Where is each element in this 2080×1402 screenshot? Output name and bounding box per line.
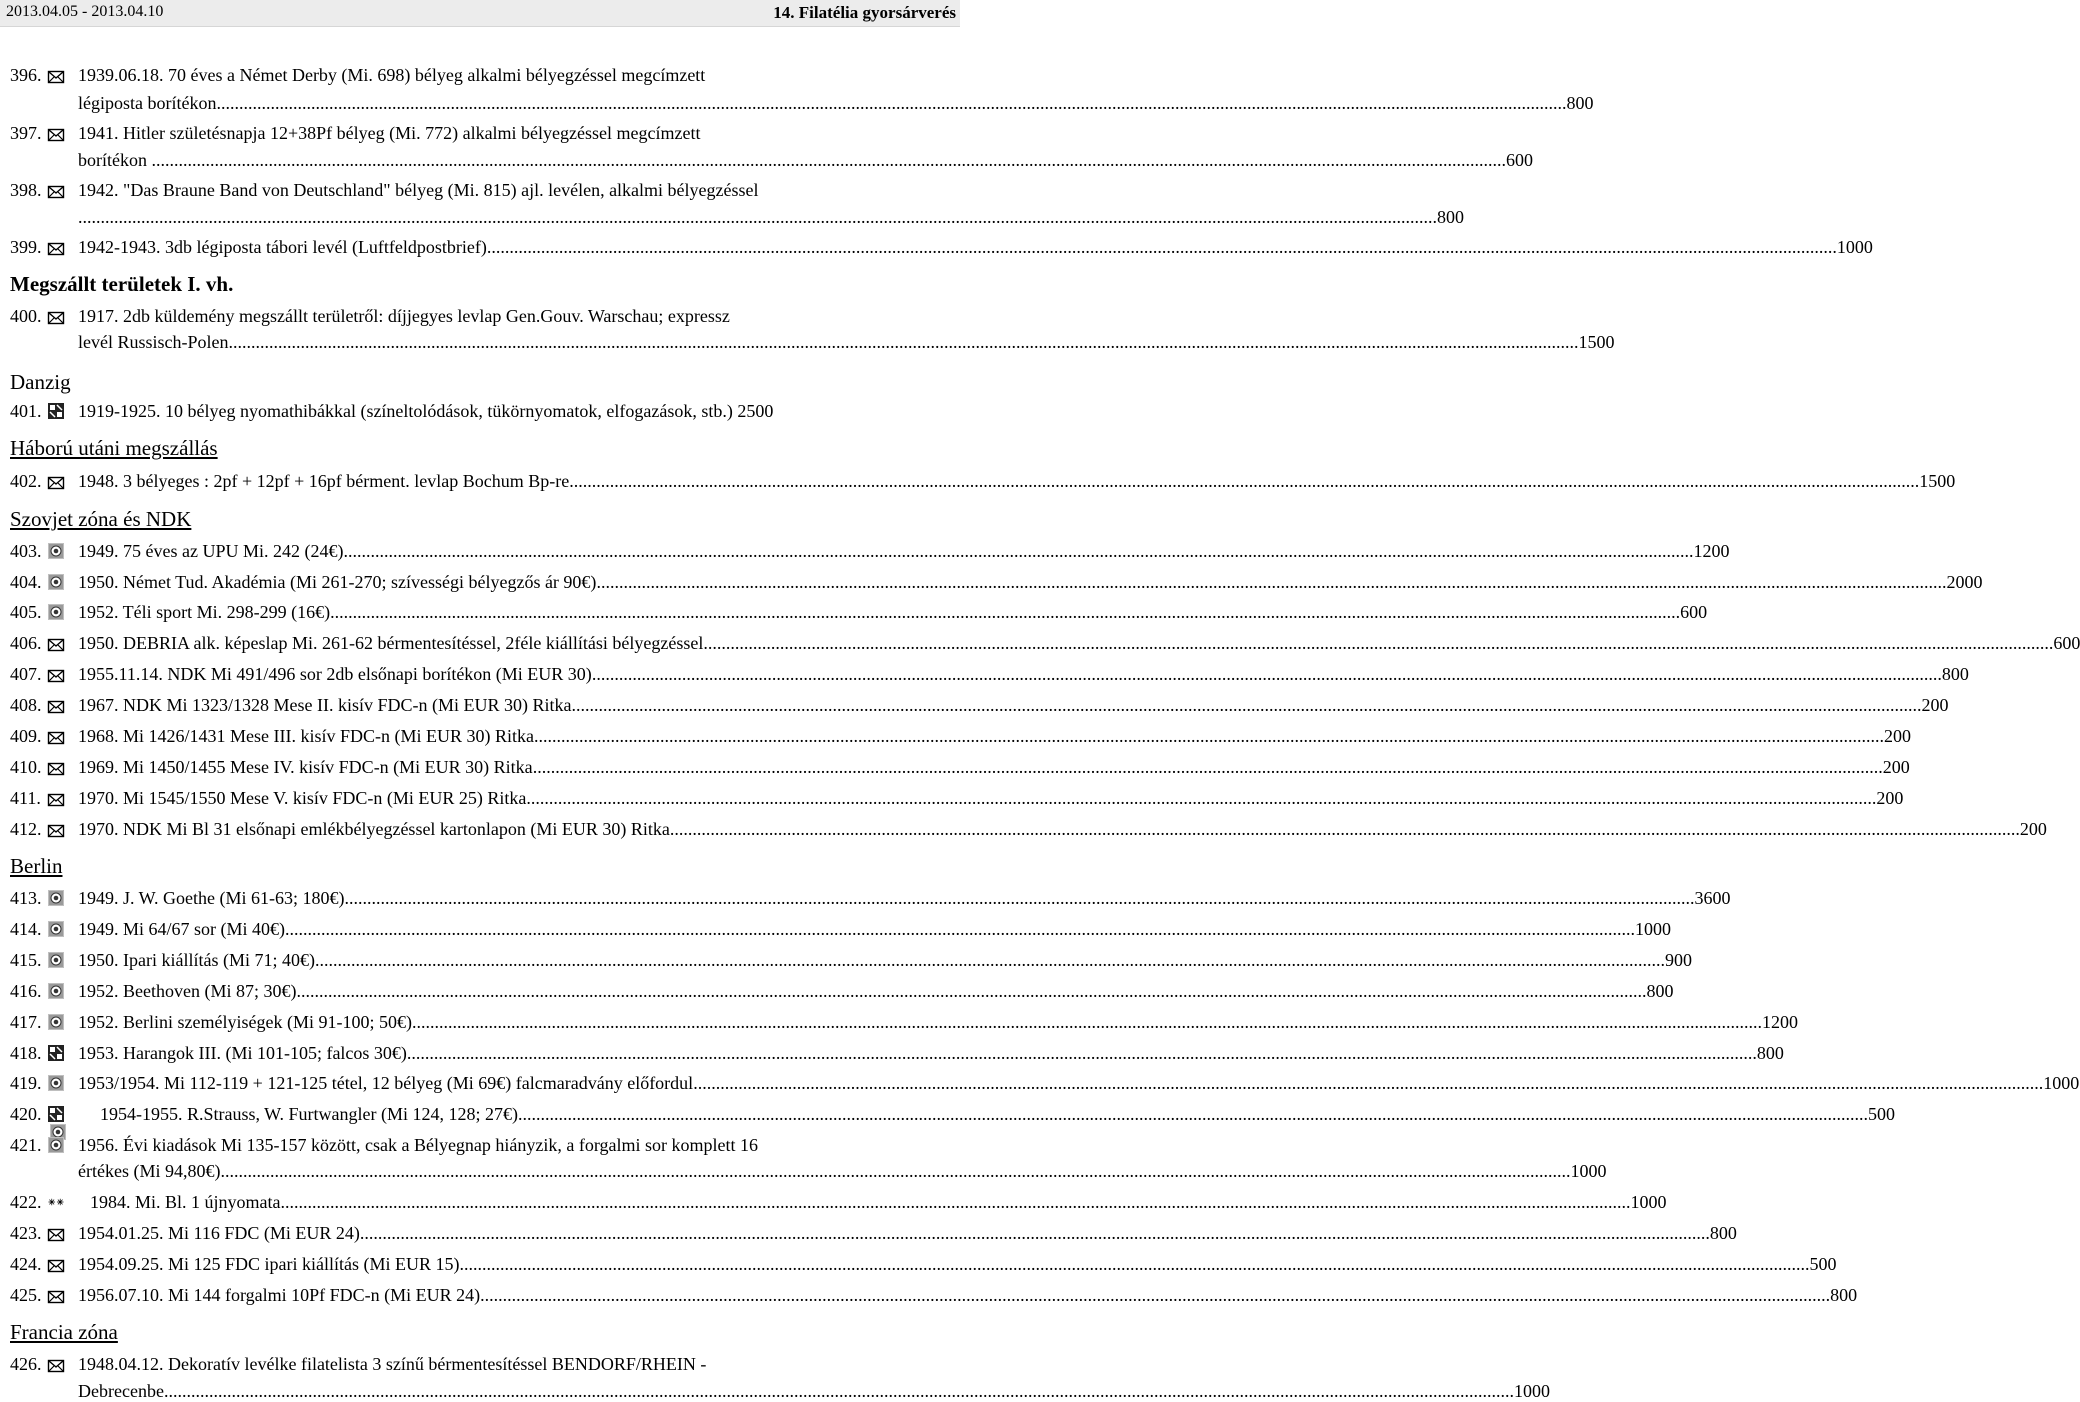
lot-description: 1969. Mi 1450/1455 Mese IV. kisív FDC-n (Mi EUR 30) Ritka (78, 757, 533, 777)
lot-description: légiposta borítékon (78, 93, 217, 113)
envelope-icon (44, 635, 64, 653)
dot-leader: ............................................................................................................................................................................................................................................................................................................ (314, 950, 1665, 970)
lot-price: 500 (1868, 1104, 1895, 1124)
lot-price: 800 (1437, 207, 1464, 227)
dot-leader: ............................................................................................................................................................................................................................................................................................................ (156, 150, 1506, 170)
section-heading (10, 854, 63, 878)
lot-number: 396. (10, 65, 42, 85)
dot-leader: ............................................................................................................................................................................................................................................................................................................ (411, 1012, 1762, 1032)
lot-number: 422. (10, 1192, 42, 1212)
lot-description: 1955.11.14. NDK Mi 491/496 sor 2db elsőnapi borítékon (Mi EUR 30) (78, 664, 592, 684)
lot-description: 1950. Ipari kiállítás (Mi 71; 40€) (78, 950, 315, 970)
lot-description: 1939.06.18. 70 éves a Német Derby (Mi. 698) bélyeg alkalmi bélyegzéssel megcímzett (78, 65, 706, 85)
lot-price: 800 (1941, 664, 1969, 684)
lot-price: 200 (1876, 788, 1904, 808)
lot-line-with-price (78, 470, 1956, 492)
dot-leader: ............................................................................................................................................................................................................................................................................................................ (406, 1043, 1757, 1063)
lot-line-with-price (78, 236, 1873, 258)
lot-description: 1954.09.25. Mi 125 FDC ipari kiállítás (Mi EUR 15) (78, 1254, 460, 1274)
lot-number: 423. (10, 1223, 42, 1243)
used-stamp-icon (44, 543, 64, 561)
auction-title: 14. Filatélia gyorsárverés (773, 3, 956, 22)
lot-description: 1984. Mi. Bl. 1 újnyomata (90, 1192, 281, 1212)
lot-description: 1941. Hitler születésnapja 12+38Pf bélyeg (Mi. 772) alkalmi bélyegzéssel megcímzett (78, 123, 701, 143)
envelope-icon (44, 67, 64, 85)
lot-description: 1952. Berlini személyiségek (Mi 91-100; 50€) (78, 1012, 412, 1032)
lot-line-with-price (78, 663, 1969, 685)
lot-price: 800 (1709, 1223, 1737, 1243)
lot-number: 407. (10, 664, 42, 684)
lot-number: 405. (10, 602, 42, 622)
lot-number: 412. (10, 819, 42, 839)
lot-description: 1950. Német Tud. Akadémia (Mi 261-270; szívességi bélyegzős ár 90€) (78, 572, 597, 592)
lot-description: 1954.01.25. Mi 116 FDC (Mi EUR 24) (78, 1223, 360, 1243)
lot-description: 1948. 3 bélyeges : 2pf + 12pf + 16pf bérment. levlap Bochum Bp-re (78, 471, 570, 491)
lot-description: 1968. Mi 1426/1431 Mese III. kisív FDC-n (Mi EUR 30) Ritka (78, 726, 534, 746)
dot-leader: ............................................................................................................................................................................................................................................................................................................ (518, 1104, 1868, 1124)
envelope-icon (44, 125, 64, 143)
used-stamp-icon (44, 574, 64, 592)
lot-number: 408. (10, 695, 42, 715)
dot-leader: ............................................................................................................................................................................................................................................................................................................ (459, 1254, 1810, 1274)
lot-description: levél Russisch-Polen (78, 332, 229, 352)
envelope-icon (44, 308, 64, 326)
envelope-icon (44, 1256, 64, 1274)
lot-line-with-price (78, 149, 1533, 171)
lot-number: 410. (10, 757, 42, 777)
lot-description: 1967. NDK Mi 1323/1328 Mese II. kisív FDC-n (Mi EUR 30) Ritka (78, 695, 572, 715)
section-heading (10, 370, 71, 394)
dot-leader: ............................................................................................................................................................................................................................................................................................................ (87, 207, 1437, 227)
dot-leader: ............................................................................................................................................................................................................................................................................................................ (343, 541, 1694, 561)
lot-line-with-price (78, 1011, 1798, 1033)
envelope-icon (44, 1225, 64, 1243)
lot-description: 1956. Évi kiadások Mi 135-157 között, csak a Bélyegnap hiányzik, a forgalmi sor komplett 16 (78, 1135, 759, 1155)
lot-line-with-price (78, 632, 2080, 654)
lot-number: 421. (10, 1135, 42, 1155)
lot-number: 425. (10, 1285, 42, 1305)
lot-price: 800 (1830, 1285, 1858, 1305)
lot-price: 500 (1809, 1254, 1837, 1274)
lot-line-with-price (90, 1191, 1667, 1213)
envelope-icon (44, 473, 64, 491)
lot-line-with-price (78, 331, 1615, 353)
lot-number: 403. (10, 541, 42, 561)
dot-leader: ............................................................................................................................................................................................................................................................................................................ (532, 757, 1883, 777)
lot-description: 1970. Mi 1545/1550 Mese V. kisív FDC-n (Mi EUR 25) Ritka (78, 788, 527, 808)
lot-price: 1000 (1836, 237, 1873, 257)
lot-description: 1919-1925. 10 bélyeg nyomathibákkal (színeltolódások, tükörnyomatok, elfogazások, stb.) 2500 (78, 401, 774, 421)
lot-line-with-price (78, 1253, 1837, 1275)
envelope-icon (44, 239, 64, 257)
envelope-icon (44, 728, 64, 746)
lot-line-with-price (78, 980, 1674, 1002)
envelope-icon (44, 182, 64, 200)
lot-price: 200 (1921, 695, 1949, 715)
lot-number: 424. (10, 1254, 42, 1274)
lot-price: 600 (1680, 602, 1708, 622)
used-stamp-icon (44, 983, 64, 1001)
dot-leader: ............................................................................................................................................................................................................................................................................................................ (280, 1192, 1631, 1212)
lot-number: 399. (10, 237, 42, 257)
lot-line-with-price (78, 787, 1904, 809)
section-title: Megszállt területek I. vh. (10, 272, 234, 296)
lot-line-with-price (78, 918, 1671, 940)
lot-description: 1949. J. W. Goethe (Mi 61-63; 180€) (78, 888, 345, 908)
used-stamp-icon (44, 604, 64, 622)
dot-leader: ............................................................................................................................................................................................................................................................................................................ (693, 1073, 2044, 1093)
section-heading (10, 272, 233, 296)
lot-price: 1000 (1570, 1161, 1607, 1181)
dot-leader: ............................................................................................................................................................................................................................................................................................................ (228, 332, 1579, 352)
lot-description: 1949. 75 éves az UPU Mi. 242 (24€) (78, 541, 344, 561)
lot-line (78, 64, 871, 86)
envelope-icon (44, 821, 64, 839)
lot-line-with-price (78, 1284, 1858, 1306)
lot-description: .. (78, 207, 87, 227)
lot-number: 398. (10, 180, 42, 200)
dot-leader: ............................................................................................................................................................................................................................................................................................................ (296, 981, 1647, 1001)
lot-price: 1200 (1693, 541, 1730, 561)
lot-description: 1948.04.12. Dekoratív levélke filatelista 3 színű bérmentesítéssel BENDORF/RHEIN - (78, 1354, 707, 1374)
section-title: Berlin (10, 854, 63, 878)
lot-number: 409. (10, 726, 42, 746)
lot-description: 1949. Mi 64/67 sor (Mi 40€) (78, 919, 285, 939)
dot-leader: ............................................................................................................................................................................................................................................................................................................ (220, 1161, 1571, 1181)
used-stamp-icon (44, 1137, 64, 1155)
lot-price: 1000 (1513, 1381, 1550, 1401)
lot-price: 2000 (1946, 572, 1983, 592)
envelope-icon (44, 697, 64, 715)
section-title: Danzig (10, 370, 71, 394)
lot-line-with-price (78, 540, 1730, 562)
lot-line-with-price (78, 571, 1983, 593)
used-stamp-icon (44, 890, 64, 908)
lot-line-with-price (78, 818, 2047, 840)
lot-price: 800 (1756, 1043, 1784, 1063)
envelope-icon (44, 759, 64, 777)
lot-number: 415. (10, 950, 42, 970)
lot-number: 411. (10, 788, 41, 808)
dot-leader: ............................................................................................................................................................................................................................................................................................................ (569, 471, 1920, 491)
dot-leader: ............................................................................................................................................................................................................................................................................................................ (285, 919, 1635, 939)
lot-description: 1953/1954. Mi 112-119 + 121-125 tétel, 12 bélyeg (Mi 69€) falcmaradvány előfordul (78, 1073, 694, 1093)
lot-line (78, 1134, 871, 1156)
hinged-stamp-icon (44, 403, 64, 421)
lot-description: 1917. 2db küldemény megszállt területről: díjjegyes levlap Gen.Gouv. Warschau; expressz (78, 306, 730, 326)
lot-line-with-price (78, 601, 1708, 623)
lot-line-with-price (78, 1160, 1607, 1182)
lot-number: 426. (10, 1354, 42, 1374)
used-stamp-icon (44, 921, 64, 939)
lot-price: 1500 (1919, 471, 1956, 491)
dot-leader: ............................................................................................................................................................................................................................................................................................................ (486, 237, 1837, 257)
section-title: Szovjet zóna és NDK (10, 507, 192, 531)
lot-number: 402. (10, 471, 42, 491)
lot-description: 1952. Téli sport Mi. 298-299 (16€) (78, 602, 331, 622)
lot-line-with-price (78, 1222, 1737, 1244)
lot-price: 1000 (1630, 1192, 1667, 1212)
lot-price: 1000 (2043, 1073, 2080, 1093)
lot-price: 200 (2019, 819, 2047, 839)
lot-price: 800 (1646, 981, 1674, 1001)
lot-line-with-price (78, 694, 1949, 716)
lot-line-with-price (78, 92, 1594, 114)
date-range: 2013.04.05 - 2013.04.10 (6, 3, 164, 20)
section-heading (10, 1320, 118, 1344)
envelope-icon (44, 1287, 64, 1305)
lot-line-with-price (78, 756, 1910, 778)
lot-price: 1000 (1635, 919, 1671, 939)
dot-leader: ............................................................................................................................................................................................................................................................................................................ (344, 888, 1695, 908)
dot-leader: ............................................................................................................................................................................................................................................................................................................ (591, 664, 1942, 684)
lot-description: értékes (Mi 94,80€) (78, 1161, 221, 1181)
dot-leader: ............................................................................................................................................................................................................................................................................................................ (216, 93, 1567, 113)
lot-number: 400. (10, 306, 42, 326)
envelope-icon (44, 1356, 64, 1374)
lot-line-with-price (78, 206, 1464, 228)
lot-number: 414. (10, 919, 42, 939)
dot-leader: ............................................................................................................................................................................................................................................................................................................ (330, 602, 1681, 622)
mint-stars-icon (44, 1194, 64, 1212)
dot-leader: ............................................................................................................................................................................................................................................................................................................ (359, 1223, 1710, 1243)
lot-price: 600 (1506, 150, 1533, 170)
section-heading (10, 507, 191, 531)
lot-line-with-price (78, 949, 1692, 971)
lot-price: 1200 (1761, 1012, 1798, 1032)
lot-number: 413. (10, 888, 42, 908)
lot-price: 600 (2053, 633, 2080, 653)
dot-leader: ............................................................................................................................................................................................................................................................................................................ (703, 633, 2054, 653)
lot-number: 404. (10, 572, 42, 592)
dot-leader: ............................................................................................................................................................................................................................................................................................................ (163, 1381, 1514, 1401)
lot-line-with-price (100, 1103, 1895, 1125)
lot-line (78, 122, 871, 144)
lot-description: Debrecenbe (78, 1381, 164, 1401)
lot-description: 1942. "Das Braune Band von Deutschland" bélyeg (Mi. 815) ajl. levélen, alkalmi bélyegzéssel (78, 180, 759, 200)
lot-description: 1970. NDK Mi Bl 31 elsőnapi emlékbélyegzéssel kartonlapon (Mi EUR 30) Ritka (78, 819, 670, 839)
lot-description: 1950. DEBRIA alk. képeslap Mi. 261-62 bérmentesítéssel, 2féle kiállítási bélyegzéssel (78, 633, 704, 653)
section-title: Francia zóna (10, 1320, 118, 1344)
lot-line (78, 305, 871, 327)
lot-price: 3600 (1694, 888, 1731, 908)
lot-price: 1500 (1578, 332, 1615, 352)
lot-line (78, 179, 871, 201)
lot-price: 800 (1566, 93, 1594, 113)
lot-description: 1952. Beethoven (Mi 87; 30€) (78, 981, 297, 1001)
lot-line-with-price (78, 725, 1911, 747)
lot-line (78, 400, 871, 422)
section-heading (10, 436, 218, 460)
lot-number: 416. (10, 981, 42, 1001)
lot-description: 1953. Harangok III. (Mi 101-105; falcos 30€) (78, 1043, 407, 1063)
lot-number: 397. (10, 123, 42, 143)
lot-line-with-price (78, 1072, 2080, 1094)
hinged-stamp-icon (44, 1045, 64, 1063)
lot-line (78, 1353, 871, 1375)
lot-price: 200 (1882, 757, 1910, 777)
envelope-icon (44, 666, 64, 684)
envelope-icon (44, 790, 64, 808)
dot-leader: ............................................................................................................................................................................................................................................................................................................ (669, 819, 2020, 839)
dot-leader: ............................................................................................................................................................................................................................................................................................................ (526, 788, 1877, 808)
lot-description: borítékon . (78, 150, 156, 170)
used-stamp-icon (44, 952, 64, 970)
dot-leader: ............................................................................................................................................................................................................................................................................................................ (480, 1285, 1831, 1305)
lot-description: 1942-1943. 3db légiposta tábori levél (Luftfeldpostbrief) (78, 237, 487, 257)
lot-number: 418. (10, 1043, 42, 1063)
lot-number: 401. (10, 401, 42, 421)
lot-description: 1954-1955. R.Strauss, W. Furtwangler (Mi 124, 128; 27€) (100, 1104, 518, 1124)
lot-number: 417. (10, 1012, 42, 1032)
page-header (0, 0, 960, 27)
lot-price: 900 (1664, 950, 1692, 970)
dot-leader: ............................................................................................................................................................................................................................................................................................................ (596, 572, 1947, 592)
lot-line-with-price (78, 1380, 1550, 1402)
lot-price: 200 (1884, 726, 1911, 746)
lot-number: 406. (10, 633, 42, 653)
section-title: Háború utáni megszállás (10, 436, 218, 460)
lot-line-with-price (78, 1042, 1784, 1064)
lot-line-with-price (78, 887, 1731, 909)
dot-leader: ............................................................................................................................................................................................................................................................................................................ (571, 695, 1922, 715)
used-stamp-icon (44, 1075, 64, 1093)
used-stamp-icon (44, 1014, 64, 1032)
dot-leader: ............................................................................................................................................................................................................................................................................................................ (534, 726, 1884, 746)
lot-number: 419. (10, 1073, 42, 1093)
lot-description: 1956.07.10. Mi 144 forgalmi 10Pf FDC-n (Mi EUR 24) (78, 1285, 481, 1305)
lot-number: 420. (10, 1104, 42, 1124)
